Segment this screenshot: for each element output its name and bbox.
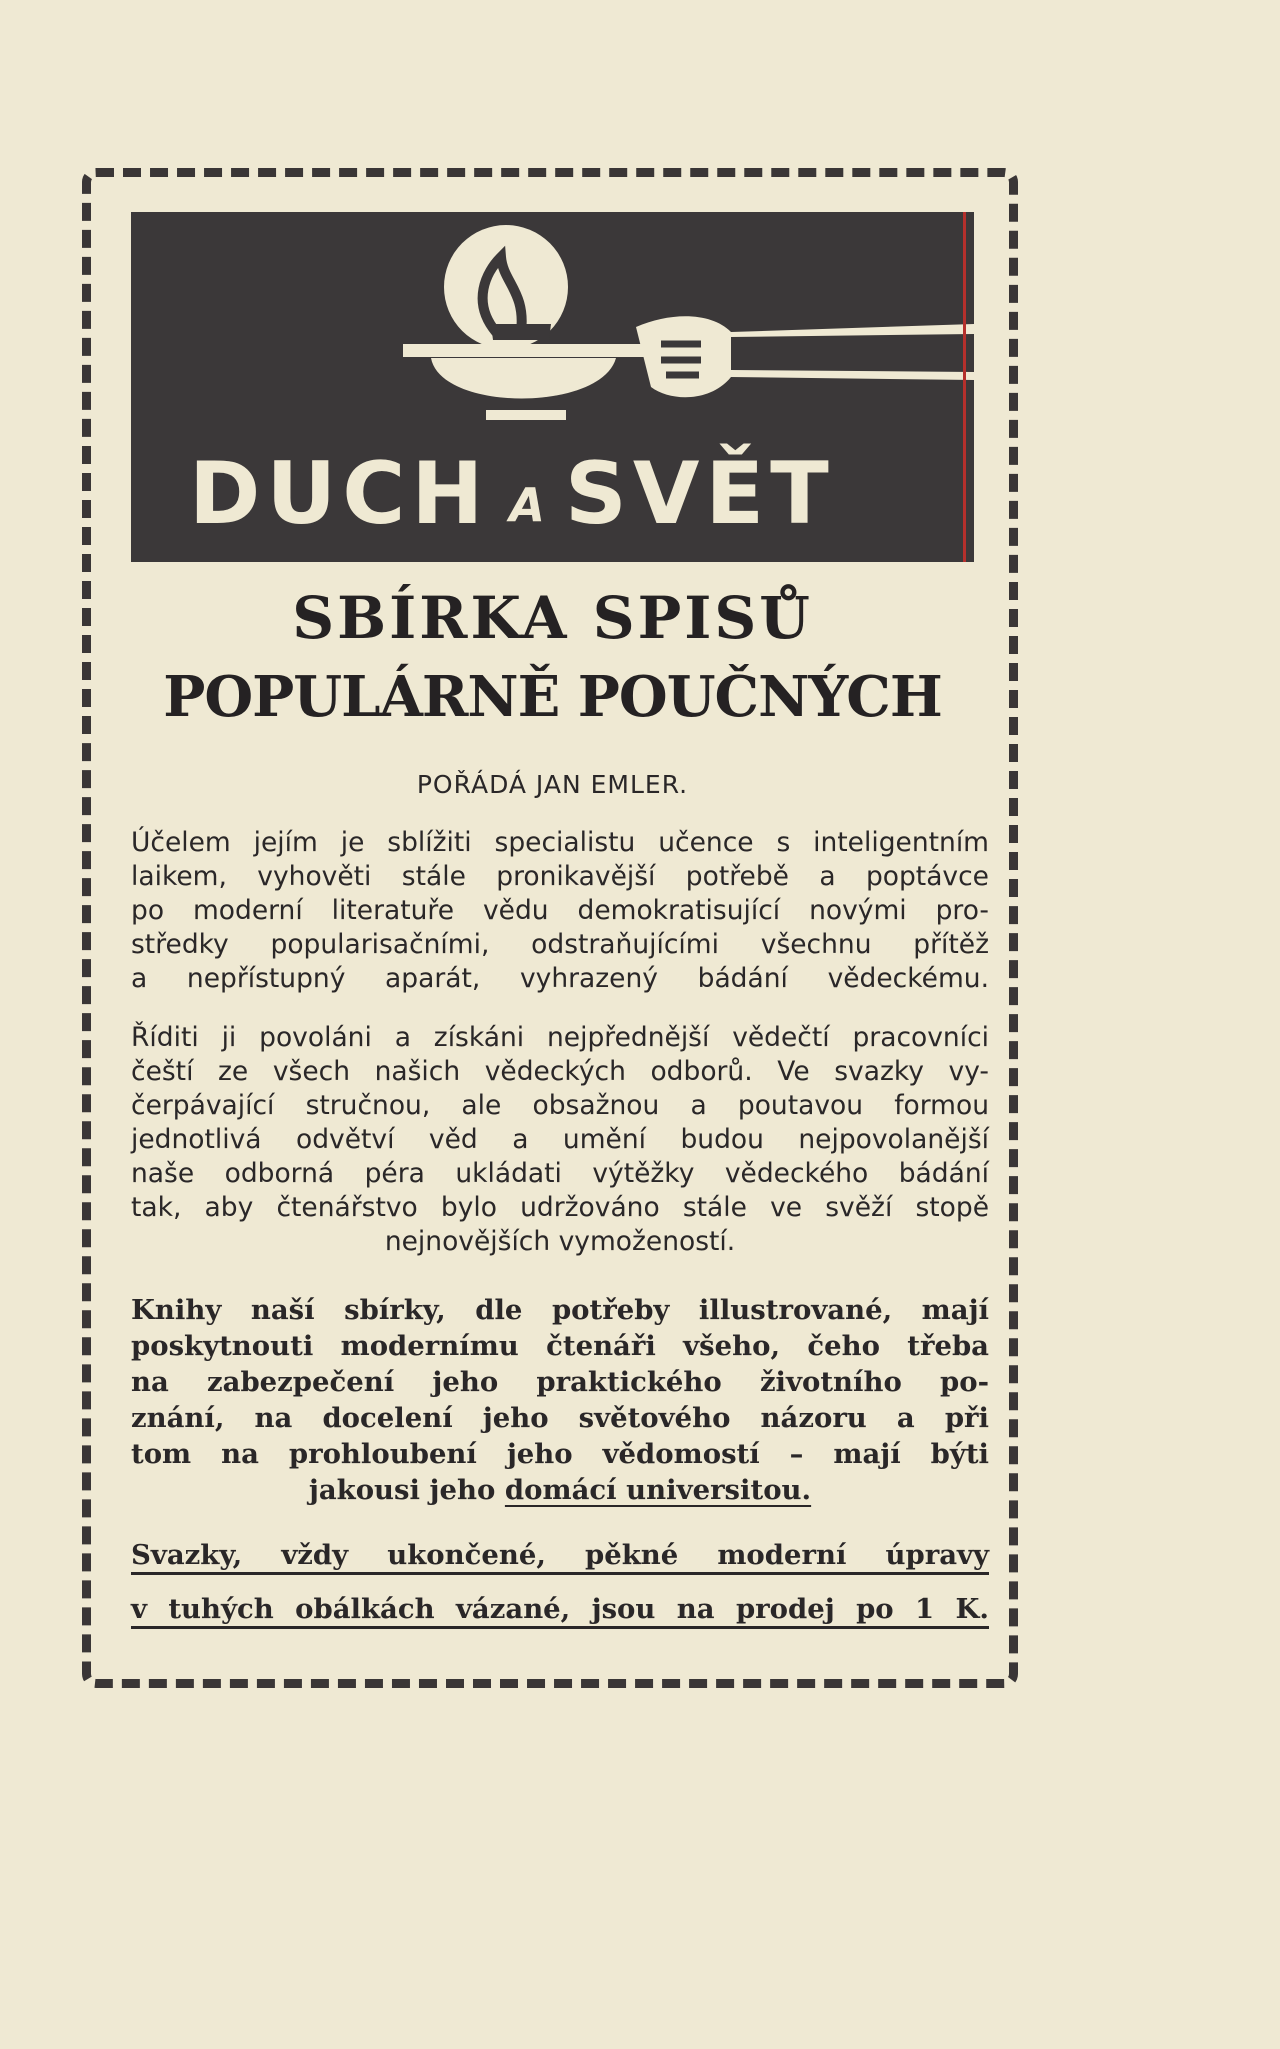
underlined-phrase: domácí universitou. xyxy=(504,1474,812,1506)
paragraph-line: tom na prohloubení jeho vědomostí – mají býti xyxy=(131,1438,989,1470)
banner-title-mid: A xyxy=(509,478,545,532)
heading-line-2: POPULÁRNĚ POUČNÝCH xyxy=(163,664,942,730)
paragraph-line: znání, na docelení jeho světového názoru a při xyxy=(131,1402,989,1434)
paragraph-line: naše odborná péra ukládati výtěžky vědeckého bádání xyxy=(131,1158,989,1189)
paragraph-line xyxy=(131,1472,989,1508)
paragraph-pricing xyxy=(131,1528,989,1636)
paragraph-line: laikem, vyhověti stále pronikavější potřebě a poptávce xyxy=(131,861,989,892)
paragraph-line: nejnovějších vymožeností. xyxy=(384,1226,736,1257)
paragraph-line: čerpávající stručnou, ale obsažnou a poutavou formou xyxy=(131,1090,989,1121)
banner-title-left: DUCH xyxy=(189,444,490,544)
banner-title xyxy=(189,434,969,554)
paragraph-books xyxy=(131,1292,989,1508)
paragraph-line: poskytnouti modernímu čtenáři všeho, čeho třeba xyxy=(131,1330,989,1362)
banner-title-right: SVĚT xyxy=(564,444,835,544)
logo-banner xyxy=(131,212,974,562)
paragraph-line: Knihy naší sbírky, dle potřeby illustrované, mají xyxy=(131,1294,989,1326)
paragraph-line: a nepřístupný aparát, vyhrazený bádání vědeckému. xyxy=(131,963,989,994)
paragraph-line: Říditi ji povoláni a získáni nejpřednější vědečtí pracovníci xyxy=(131,1022,989,1053)
paragraph-line: Účelem jejím je sblížiti specialistu učence s inteligentním xyxy=(131,827,989,858)
paragraph-line: středky popularisačními, odstraňujícími všechnu přítěž xyxy=(131,929,989,960)
paragraph-line-text: jakousi jeho xyxy=(308,1474,496,1506)
paragraph-line: čeští ze všech našich vědeckých odborů. Ve svazky vy- xyxy=(131,1056,989,1087)
paragraph-editors xyxy=(131,1021,989,1259)
paragraph-line: Svazky, vždy ukončené, pěkné moderní úpravy xyxy=(131,1539,989,1571)
banner-red-line xyxy=(963,212,966,562)
paragraph-purpose xyxy=(131,826,989,996)
paragraph-line: v tuhých obálkách vázané, jsou na prodej po 1 K. xyxy=(131,1593,989,1625)
paragraph-line: tak, aby čtenářstvo bylo udržováno stále ve svěží stopě xyxy=(131,1192,989,1223)
paragraph-line: po moderní literatuře vědu demokratisující novými pro- xyxy=(131,895,989,926)
paragraph-line: na zabezpečení jeho praktického životního po- xyxy=(131,1366,989,1398)
heading-line-1: SBÍRKA SPISŮ xyxy=(292,584,813,652)
editor-line: POŘÁDÁ JAN EMLER. xyxy=(416,770,689,799)
paragraph-line: jednotlivá odvětví věd a umění budou nejpovolanější xyxy=(131,1124,989,1155)
